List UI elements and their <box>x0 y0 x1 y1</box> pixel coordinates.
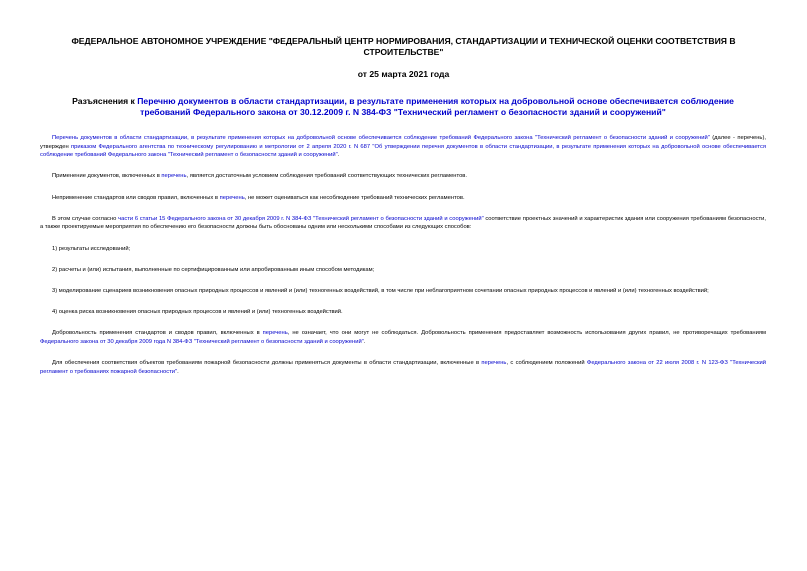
paragraph-text: , не может оцениваться как несоблюдение требований технических регламентов. <box>244 194 465 201</box>
document-date: от 25 марта 2021 года <box>357 69 450 79</box>
law-123-link[interactable]: Федерального закона от 22 июля 2008 г. N 123-ФЗ "Технический регламент о требованиях пожарной безопасности" <box>40 360 766 375</box>
document-subject <box>56 96 750 118</box>
paragraph-text: В этом случае согласно <box>52 215 119 222</box>
paragraph-text: Для обеспечения соответствия объектов требованиям пожарной безопасности должны применяться документы в области стандартизации, включенные в <box>52 360 482 367</box>
list-item-3: 3) моделирование сценариев возникновения опасных природных процессов и явлений и (или) техногенных воздействий, в том числе при неблагоприятном сочетании опасных природных процессов и явлений и (или) техногенных воздействий; <box>52 287 709 294</box>
paragraph-text: . <box>337 152 340 159</box>
list-item-2: 2) расчеты и (или) испытания, выполненные по сертифицированным или апробированным иным способом методикам; <box>52 266 375 273</box>
paragraph-4 <box>40 215 766 232</box>
perechen-link[interactable]: перечень <box>262 330 288 337</box>
document-body <box>40 134 766 389</box>
perechen-link[interactable]: перечень <box>481 360 507 367</box>
paragraph-text: соответствие проектных значений и характеристик здания или сооружения требованиям безопасности, а также проектируемые мероприятия по обеспечению его безопасности должны быть обоснованы одним или несколькими способами из следующих способов: <box>40 215 766 231</box>
paragraph-text: (далее - перечень), утвержден <box>40 135 766 150</box>
paragraph-text: Применение документов, включенных в <box>52 173 162 180</box>
organization-header: ФЕДЕРАЛЬНОЕ АВТОНОМНОЕ УЧРЕЖДЕНИЕ "ФЕДЕРАЛЬНЫЙ ЦЕНТР НОРМИРОВАНИЯ, СТАНДАРТИЗАЦИИ И ТЕХНИЧЕСКОЙ ОЦЕНКИ СООТВЕТСТВИЯ В СТРОИТЕЛЬСТВЕ" <box>71 36 736 57</box>
list-item-4: 4) оценка риска возникновения опасных природных процессов и явлений и (или) техногенных воздействий. <box>52 309 343 316</box>
perechen-link[interactable]: Перечень документов в области стандартизации, в результате применения которых на добровольной основе обеспечивается соблюдение требований Федерального закона "Технический регламент о безопасности зданий и сооружений" <box>52 135 710 141</box>
order-link[interactable]: приказом Федерального агентства по техническому регулированию и метрологии от 2 апреля 2020 г. N 687 "Об утверждении перечня документов в области стандартизации, в результате применения которых на добровольной основе обеспечивается соблюдение требований Федерального закона "Технический регламент о безопасности зданий и сооружений" <box>40 143 766 159</box>
subject-prefix: Разъяснения к <box>72 96 138 106</box>
paragraph-3 <box>40 194 766 203</box>
law-384-link[interactable]: Федерального закона от 30 декабря 2009 года N 384-ФЗ "Технический регламент о безопасности зданий и сооружений" <box>40 338 364 345</box>
paragraph-text: , является достаточным условием соблюдения требований соответствующих технических регламентов. <box>186 173 468 180</box>
paragraph-text: , не означает, что они могут не соблюдаться. Добровольность применения предоставляет возможность использования других правил, не противоречащих требованиям <box>287 330 766 337</box>
paragraph-text: Неприменение стандартов или сводов правил, включенных в <box>52 194 220 201</box>
paragraph-2 <box>40 172 766 181</box>
law-article-link[interactable]: части 6 статьи 15 Федерального закона от 30 декабря 2009 г. N 384-ФЗ "Технический регламент о безопасности зданий и сооружений" <box>118 215 484 222</box>
paragraph-5 <box>40 329 766 346</box>
perechen-link[interactable]: перечень <box>161 173 187 180</box>
list-item-1: 1) результаты исследований; <box>52 245 131 252</box>
paragraph-6 <box>40 359 766 376</box>
perechen-link[interactable]: перечень <box>219 194 245 201</box>
paragraph-1 <box>40 134 766 160</box>
paragraph-text: . <box>177 368 179 375</box>
subject-link[interactable]: Перечню документов в области стандартизации, в результате применения которых на добровольной основе обеспечивается соблюдение требований Федерального закона от 30.12.2009 г. N 384-ФЗ "Технический регламент о безопасности зданий и сооружений" <box>137 96 734 117</box>
paragraph-text: . <box>363 338 366 345</box>
paragraph-text: Добровольность применения стандартов и сводов правил, включенных в <box>52 330 263 337</box>
paragraph-text: , с соблюдением положений <box>506 360 587 367</box>
